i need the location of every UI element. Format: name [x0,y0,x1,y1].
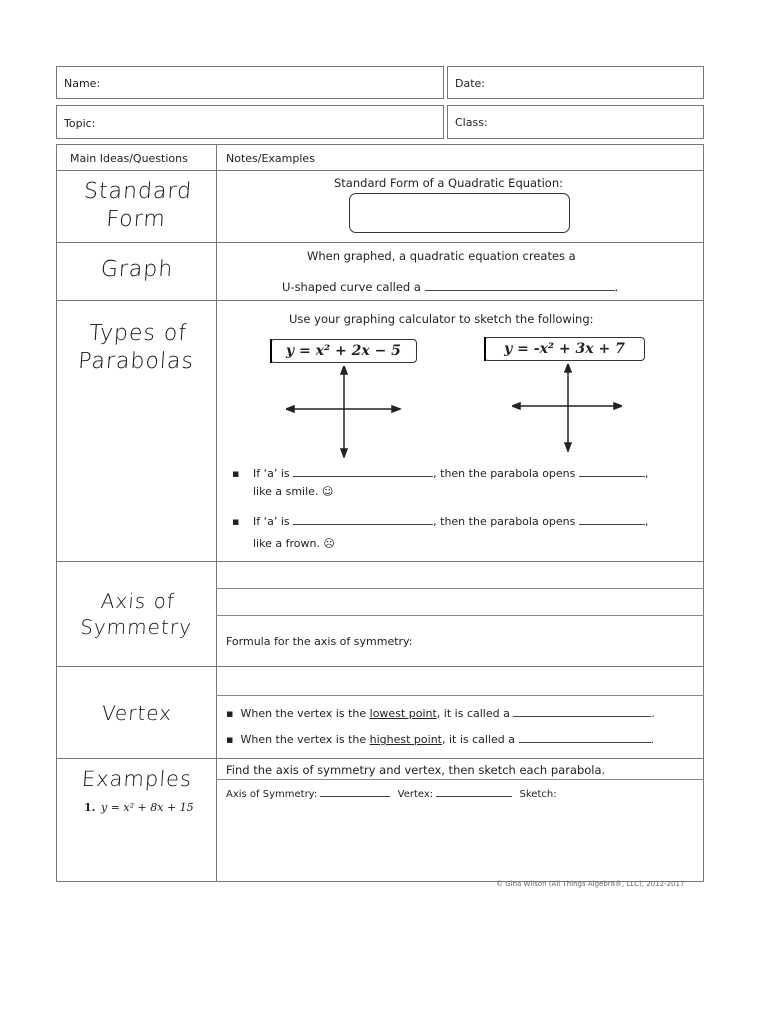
date-field[interactable] [447,66,704,99]
name-label: Name: [64,77,101,90]
row-divider [56,242,704,243]
notes-examples-header: Notes/Examples [226,152,315,165]
axis-title-line1: Axis of [99,589,176,613]
parabola-blank[interactable] [425,290,615,291]
maximum-blank[interactable] [519,742,651,743]
direction-blank-1[interactable] [579,476,645,477]
graph-line1: When graphed, a quadratic equation creates a [307,249,576,263]
a-sign-blank-2[interactable] [293,524,433,525]
vertex-title: Vertex [101,701,173,725]
types-title-line2: Parabolas [77,349,195,374]
minimum-blank[interactable] [513,716,651,717]
bullet-positive-a [232,463,239,485]
copyright-footer: © Gina Wilson (All Things Algebra®, LLC), 2012-2017 [496,880,685,888]
equation-1: y = x² + 2x − 5 [270,339,417,363]
vertex-answer-line[interactable] [216,695,704,696]
header-divider [56,170,704,171]
examples-divider [216,779,704,780]
bullet-negative-a-line2: like a frown. ☹ [253,537,335,550]
graph-line2 [282,280,618,294]
bullet-positive-a-text: If ‘a’ is , then the parabola opens , [253,467,649,480]
bullet-dot: ▪ [232,515,240,528]
vertex-bullet-2: ▪ When the vertex is the highest point, it is called a . [226,733,655,746]
vertex-label: Vertex: [397,789,434,800]
vertex-bullet-1: ▪ When the vertex is the lowest point, it is called a . [226,707,655,720]
axis-title [60,588,214,640]
axes-sketch-2[interactable] [512,364,622,452]
row-divider [56,300,704,301]
graph-line2-end: . [614,280,619,294]
example-problem: y = x² + 8x + 15 [101,801,194,814]
sketch-label: Sketch: [519,789,557,800]
topic-field[interactable] [56,105,444,139]
standard-form-answer-box[interactable] [349,193,570,233]
bullet-dot: ▪ [226,733,234,746]
equation-2: y = -x² + 3x + 7 [484,337,645,361]
example-vertex-blank[interactable] [436,796,512,797]
axis-formula-label: Formula for the axis of symmetry: [226,635,413,648]
bullet-negative-a [232,511,239,533]
examples-answer-row [226,789,557,800]
bullet-dot: ▪ [226,707,234,720]
row-divider [56,666,704,667]
bullet-negative-a-text: If ‘a’ is , then the parabola opens , [253,515,649,528]
axis-answer-line-1[interactable] [216,588,704,589]
types-title [60,320,214,376]
bullet-positive-a-line2: like a smile. ☺ [253,485,334,498]
axes-sketch-1[interactable] [286,366,402,458]
axis-of-symmetry-label: Axis of Symmetry: [226,789,318,800]
examples-title: Examples [81,767,193,791]
main-ideas-header: Main Ideas/Questions [70,152,188,165]
graph-line2-text: U-shaped curve called a [282,280,421,294]
standard-form-title: Standard Form [83,179,193,232]
lowest-point-link: lowest point [369,707,437,720]
highest-point-link: highest point [369,733,442,746]
types-title-line1: Types of [88,321,188,346]
column-divider [216,144,217,882]
a-sign-blank-1[interactable] [293,476,433,477]
topic-label: Topic: [64,117,96,130]
direction-blank-2[interactable] [579,524,645,525]
types-instruction: Use your graphing calculator to sketch the following: [289,312,594,326]
class-field[interactable] [447,105,704,139]
axis-answer-line-2[interactable] [216,615,704,616]
row-divider [56,758,704,759]
row-divider [56,561,704,562]
class-label: Class: [455,116,488,129]
examples-instruction: Find the axis of symmetry and vertex, then sketch each parabola. [226,763,606,777]
example-number: 1. [84,801,96,814]
example-axis-blank[interactable] [320,796,390,797]
graph-title: Graph [99,257,175,282]
name-field[interactable] [56,66,444,99]
date-label: Date: [455,77,485,90]
axis-title-line2: Symmetry [79,615,193,639]
bullet-dot: ▪ [232,467,240,480]
standard-form-heading: Standard Form of a Quadratic Equation: [334,176,563,190]
